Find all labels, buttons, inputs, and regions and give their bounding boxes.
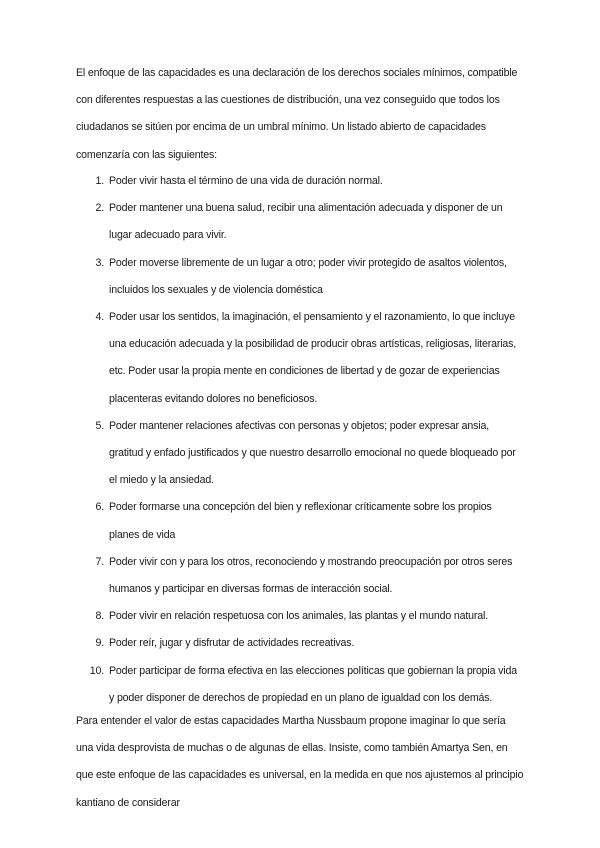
list-item: [0, 304, 600, 413]
list-item: [0, 603, 600, 630]
list-text: Poder mantener una buena salud, recibir una alimentación adecuada y disponer de un lugar adecuado para vivir.: [109, 202, 503, 242]
list-number: 8.: [95, 610, 104, 623]
list-number: 3.: [95, 256, 104, 269]
list-number: 9.: [95, 637, 104, 650]
list-number: 1.: [95, 175, 104, 187]
list-text: Poder vivir hasta el término de una vida de duración normal.: [109, 175, 383, 187]
closing-paragraph: Para entender el valor de estas capacidades Martha Nussbaum propone imaginar lo que sería una vida desprovista de muchas o de algunas de ellas. Insiste, como también Amartya Sen, en que este enfoque de las capacidades es universal, en la medida en que nos ajustemos al principio kantiano de considerar: [76, 715, 524, 809]
list-text: Poder usar los sentidos, la imaginación, el pensamiento y el razonamiento, lo que incluye una educación adecuada y la posibilidad de producir obras artísticas, religiosas, literarias, etc. Poder usar la propia mente en condiciones de libertad y de gozar de experiencias placenteras evitando dolores no beneficiosos.: [109, 311, 517, 405]
list-text: Poder formarse una concepción del bien y reflexionar críticamente sobre los propios planes de vida: [109, 501, 492, 541]
list-item: [0, 195, 600, 249]
capabilities-list: [0, 168, 600, 712]
list-item: [0, 250, 600, 304]
list-number: 6.: [95, 501, 104, 514]
list-item: [0, 413, 600, 495]
intro-paragraph: El enfoque de las capacidades es una declaración de los derechos sociales mínimos, compatible con diferentes respuestas a las cuestiones de distribución, una vez conseguido que todos los ciudadanos se sitúen por encima de un umbral mínimo. Un listado abierto de capacidades comenzaría con las siguientes:: [76, 67, 518, 161]
list-number: 10.: [89, 664, 104, 677]
list-text: Poder moverse libremente de un lugar a otro; poder vivir protegido de asaltos violentos, incluidos los sexuales y de violencia doméstica: [109, 256, 507, 296]
list-item: [0, 630, 600, 657]
list-item: [0, 549, 600, 603]
list-text: Poder vivir en relación respetuosa con los animales, las plantas y el mundo natural.: [109, 610, 488, 623]
list-item: [0, 658, 600, 712]
list-text: Poder vivir con y para los otros, reconociendo y mostrando preocupación por otros seres humanos y participar en diversas formas de interacción social.: [109, 555, 513, 596]
list-number: 5.: [95, 419, 104, 432]
list-text: Poder reír, jugar y disfrutar de actividades recreativas.: [109, 637, 355, 650]
list-number: 2.: [95, 202, 104, 215]
list-item: [0, 168, 600, 195]
list-text: Poder mantener relaciones afectivas con personas y objetos; poder expresar ansia, gratitud y enfado justificados y que nuestro desarrollo emocional no quede bloqueado por el miedo y la ansiedad.: [109, 419, 516, 487]
list-number: 4.: [95, 311, 104, 324]
list-number: 7.: [95, 555, 104, 568]
list-text: Poder participar de forma efectiva en las elecciones políticas que gobiernan la propia vida y poder disponer de derechos de propiedad en un plano de igualdad con los demás.: [109, 664, 517, 704]
list-item: [0, 494, 600, 548]
